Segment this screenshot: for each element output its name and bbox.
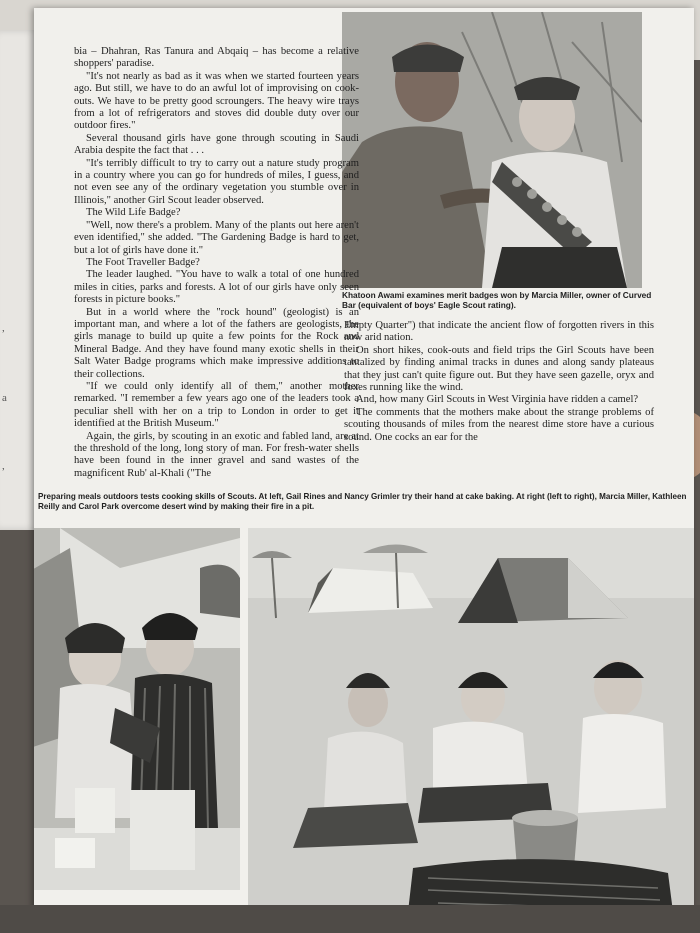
paragraph: The Foot Traveller Badge? xyxy=(86,256,200,268)
paragraph: "If we could only identify all of them," another mother remarked. "I remember a few years ago one of the leaders took a peculiar shell with her on a trip to London in order to get it identified at the British Museum." xyxy=(74,380,359,430)
desert-cooking-illustration xyxy=(248,528,694,912)
paragraph: "It's terribly difficult to try to carry out a nature study program in a country where you can go for hundreds of miles, I guess, and not even see any of the ordinary vegetation you stumble over in Illinois," another Girl Scout leader observed. xyxy=(74,157,359,206)
paragraph: The Wild Life Badge? xyxy=(86,207,181,219)
paragraph: "Well, now there's a problem. Many of the plants out here aren't even identified," she added. "The Gardening Badge is hard to get, but a lot of girls have done it." xyxy=(74,219,359,256)
left-text-column xyxy=(74,46,359,480)
right-text-column xyxy=(344,320,654,444)
paragraph: The leader laughed. "You have to walk a total of one hundred miles in cities, parks and forests. A lot of our girls have only seen forests in picture books." xyxy=(74,269,359,306)
paragraph: bia – Dhahran, Ras Tanura and Abqaiq – has become a relative shoppers' paradise. xyxy=(74,46,359,70)
paragraph: Again, the girls, by scouting in an exotic and fabled land, are at the threshold of the long, long story of man. For fresh-water shells have been found in the inner gravel and sand wastes of the magnificent Rub' al-Khali ("The xyxy=(74,430,359,479)
photo-caption-bottom: Preparing meals outdoors tests cooking skills of Scouts. At left, Gail Rines and Nancy Grimler try their hand at cake baking. At right (left to right), Marcia Miller, Kathleen Reilly and Carol Park overcome desert wind by making their fire in a pit. xyxy=(38,492,687,511)
paragraph: On short hikes, cook-outs and field trips the Girl Scouts have been tantalized by finding animal tracks in dunes and along sandy plateaus that they just can't quite figure out. But they have seen gazelle, oryx and foxes running like the wind. xyxy=(344,344,654,394)
paragraph: The comments that the mothers make about the strange problems of scouting thousands of miles from the nearest dime store have a curious sound. One cocks an ear for the xyxy=(344,406,654,443)
prev-page-mark: , xyxy=(2,460,5,472)
merit-badge-photo xyxy=(342,12,642,288)
paragraph: Several thousand girls have gone through scouting in Saudi Arabia despite the fact that . . . xyxy=(74,132,359,157)
desert-cooking-photo xyxy=(248,528,694,912)
cake-baking-photo xyxy=(34,528,240,890)
cake-baking-illustration xyxy=(34,528,240,890)
paragraph: But in a world where the "rock hound" (geologist) is an important man, and where a lot of the fathers are geologists, the girls manage to build up quite a few points for the Rock and Mineral Badge. And they have found many exotic shells in their Salt Water Badge programs which make impressive additions to their collections. xyxy=(74,306,359,380)
paragraph: Empty Quarter") that indicate the ancient flow of forgotten rivers in this now arid nation. xyxy=(344,320,654,344)
prev-page-mark: a xyxy=(2,392,7,404)
magazine-page xyxy=(34,8,694,913)
paragraph: "It's not nearly as bad as it was when we started fourteen years ago. But still, we have to do an awful lot of improvising on cook-outs. We have to be pretty good scroungers. The heavy wire trays from a lot of refrigerators and stoves did double duty over our outdoor fires." xyxy=(74,70,359,132)
paragraph: And, how many Girl Scouts in West Virginia have ridden a camel? xyxy=(356,394,639,406)
photo-caption-top: Khatoon Awami examines merit badges won by Marcia Miller, owner of Curved Bar (equivalent of boys' Eagle Scout rating). xyxy=(342,290,652,310)
prev-page-mark: , xyxy=(2,322,5,334)
table-surface xyxy=(0,905,700,933)
merit-badge-illustration xyxy=(342,12,642,288)
